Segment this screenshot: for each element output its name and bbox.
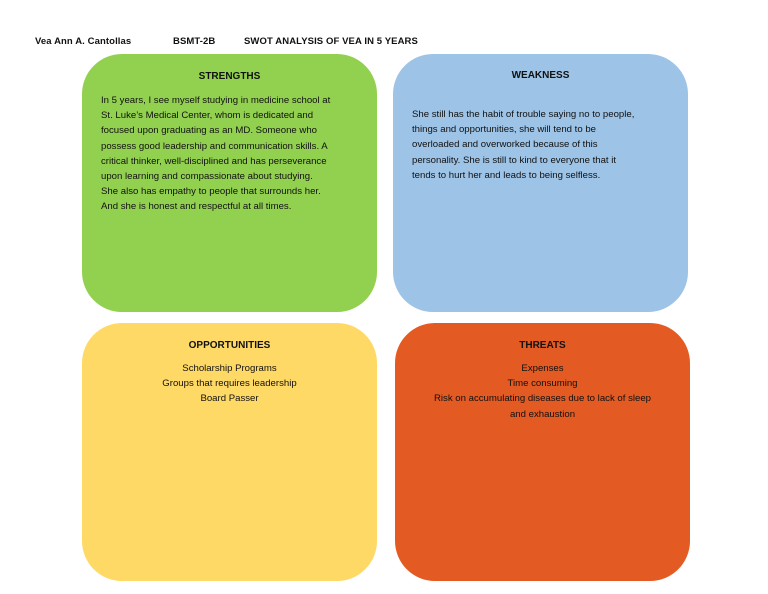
strengths-line: She also has empathy to people that surrounds her. — [101, 186, 321, 198]
course-section: BSMT-2B — [173, 36, 216, 47]
threats-item: and exhaustion — [509, 408, 576, 420]
strengths-line: upon learning and compassionate about studying. — [101, 171, 313, 183]
opportunities-item: Scholarship Programs — [182, 363, 277, 374]
threats-item: Time consuming — [507, 378, 578, 390]
threats-list — [395, 361, 690, 422]
strengths-quadrant — [82, 54, 377, 312]
opportunities-quadrant — [82, 323, 377, 581]
opportunities-title: OPPORTUNITIES — [188, 340, 271, 351]
strengths-line: critical thinker, well-disciplined and has perseverance — [101, 155, 327, 167]
strengths-line: St. Luke’s Medical Center, whom is dedicated and — [101, 110, 314, 122]
strengths-title: STRENGTHS — [198, 71, 261, 82]
strengths-line: possess good leadership and communication skills. A — [101, 140, 328, 152]
opportunities-list — [82, 361, 377, 407]
threats-item: Risk on accumulating diseases due to lack of sleep — [433, 393, 652, 405]
threats-quadrant — [395, 323, 690, 581]
strengths-line: focused upon graduating as an MD. Someone who — [101, 125, 317, 137]
threats-title: THREATS — [519, 340, 566, 351]
weakness-line: She still has the habit of trouble saying no to people, — [412, 109, 635, 120]
opportunities-item: Board Passer — [200, 393, 259, 405]
weakness-line: personality. She is still to kind to everyone that it — [412, 154, 617, 166]
weakness-title: WEAKNESS — [511, 70, 570, 81]
weakness-line: tends to hurt her and leads to being selfless. — [412, 169, 601, 181]
weakness-line: things and opportunities, she will tend to be — [412, 124, 597, 136]
opportunities-item: Groups that requires leadership — [162, 378, 297, 390]
threats-item: Expenses — [521, 363, 564, 374]
document-title: SWOT ANALYSIS OF VEA IN 5 YEARS — [244, 36, 418, 47]
strengths-line: And she is honest and respectful at all times. — [101, 201, 292, 213]
weakness-quadrant — [393, 54, 688, 312]
author-name: Vea Ann A. Cantollas — [35, 36, 132, 47]
strengths-line: In 5 years, I see myself studying in medicine school at — [101, 95, 331, 106]
document-header — [0, 36, 768, 50]
weakness-line: overloaded and overworked because of this — [412, 139, 598, 151]
weakness-text — [412, 107, 634, 183]
strengths-text — [101, 93, 330, 215]
